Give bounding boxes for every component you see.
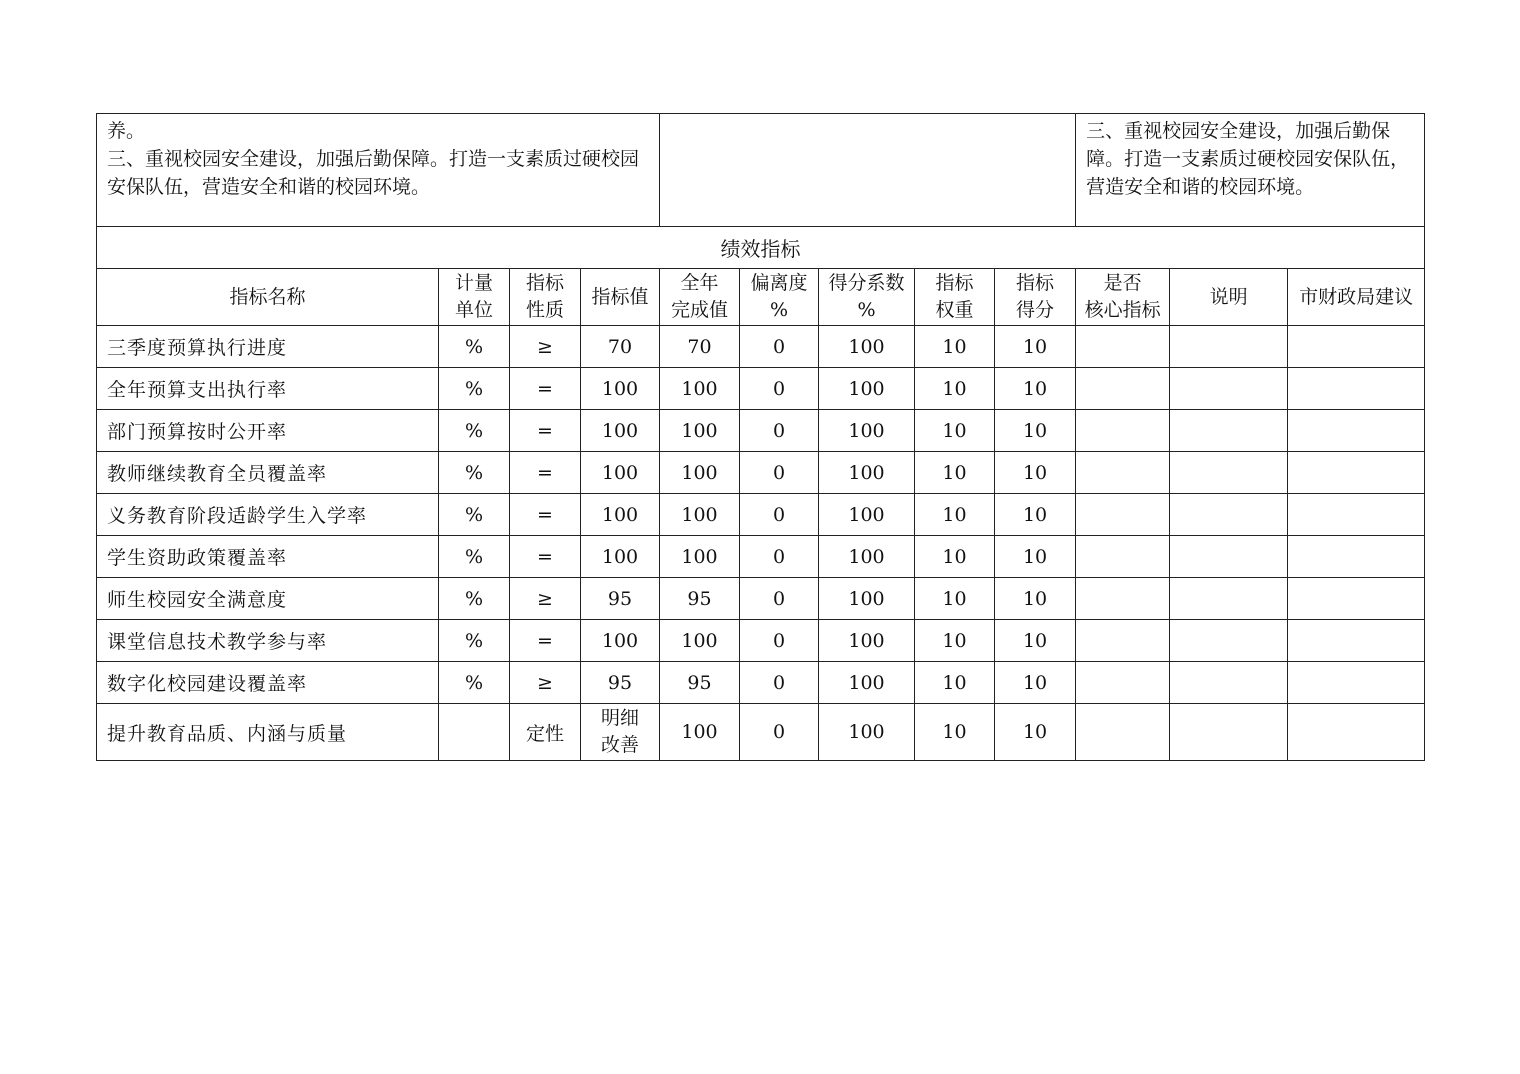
cell-note bbox=[1170, 704, 1288, 761]
cell-score: 10 bbox=[995, 536, 1076, 578]
cell-suggestion bbox=[1288, 326, 1425, 368]
cell-name: 课堂信息技术教学参与率 bbox=[97, 620, 439, 662]
cell-deviation: 0 bbox=[740, 494, 819, 536]
cell-nature: = bbox=[510, 452, 581, 494]
cell-coef: 100 bbox=[819, 326, 915, 368]
cell-core bbox=[1076, 704, 1170, 761]
cell-core bbox=[1076, 452, 1170, 494]
cell-deviation: 0 bbox=[740, 578, 819, 620]
cell-nature: ≥ bbox=[510, 578, 581, 620]
header-core-line1: 是否 bbox=[1103, 272, 1142, 294]
cell-core bbox=[1076, 578, 1170, 620]
cell-suggestion bbox=[1288, 704, 1425, 761]
header-note: 说明 bbox=[1170, 269, 1288, 326]
cell-score: 10 bbox=[995, 494, 1076, 536]
cell-weight: 10 bbox=[915, 620, 995, 662]
cell-name: 提升教育品质、内涵与质量 bbox=[97, 704, 439, 761]
cell-coef: 100 bbox=[819, 662, 915, 704]
cell-note bbox=[1170, 368, 1288, 410]
cell-value: 95 bbox=[581, 578, 660, 620]
cell-actual: 70 bbox=[660, 326, 740, 368]
cell-nature: 定性 bbox=[510, 704, 581, 761]
header-suggestion: 市财政局建议 bbox=[1288, 269, 1425, 326]
cell-unit: % bbox=[439, 410, 510, 452]
cell-coef: 100 bbox=[819, 410, 915, 452]
cell-note bbox=[1170, 326, 1288, 368]
cell-suggestion bbox=[1288, 368, 1425, 410]
cell-score: 10 bbox=[995, 368, 1076, 410]
cell-note bbox=[1170, 662, 1288, 704]
cell-nature: = bbox=[510, 368, 581, 410]
cell-suggestion bbox=[1288, 578, 1425, 620]
cell-value-line2: 改善 bbox=[601, 734, 640, 756]
cell-deviation: 0 bbox=[740, 368, 819, 410]
cell-name: 数字化校园建设覆盖率 bbox=[97, 662, 439, 704]
cell-score: 10 bbox=[995, 620, 1076, 662]
header-weight bbox=[915, 269, 995, 326]
cell-weight: 10 bbox=[915, 452, 995, 494]
table-row-qualitative bbox=[97, 704, 1425, 761]
performance-table bbox=[96, 113, 1425, 761]
cell-note bbox=[1170, 452, 1288, 494]
cell-weight: 10 bbox=[915, 494, 995, 536]
table-row bbox=[97, 662, 1425, 704]
cell-name: 三季度预算执行进度 bbox=[97, 326, 439, 368]
header-actual bbox=[660, 269, 740, 326]
cell-deviation: 0 bbox=[740, 326, 819, 368]
table-row bbox=[97, 410, 1425, 452]
cell-actual: 100 bbox=[660, 620, 740, 662]
cell-unit: % bbox=[439, 494, 510, 536]
cell-value: 70 bbox=[581, 326, 660, 368]
header-nature-line1: 指标 bbox=[525, 272, 564, 294]
table-row bbox=[97, 368, 1425, 410]
cell-unit: % bbox=[439, 368, 510, 410]
cell-nature: ≥ bbox=[510, 662, 581, 704]
cell-unit: % bbox=[439, 536, 510, 578]
goal-text-row bbox=[97, 114, 1425, 227]
cell-coef: 100 bbox=[819, 536, 915, 578]
cell-name: 义务教育阶段适龄学生入学率 bbox=[97, 494, 439, 536]
table-row bbox=[97, 620, 1425, 662]
table-row bbox=[97, 578, 1425, 620]
cell-weight: 10 bbox=[915, 662, 995, 704]
cell-suggestion bbox=[1288, 662, 1425, 704]
cell-actual: 100 bbox=[660, 368, 740, 410]
cell-suggestion bbox=[1288, 494, 1425, 536]
header-weight-line1: 指标 bbox=[935, 272, 974, 294]
header-deviation bbox=[740, 269, 819, 326]
goal-text-middle bbox=[660, 114, 1075, 117]
header-score-line2: 得分 bbox=[1016, 299, 1055, 321]
cell-coef: 100 bbox=[819, 368, 915, 410]
header-core bbox=[1076, 269, 1170, 326]
header-actual-line2: 完成值 bbox=[671, 299, 729, 321]
cell-suggestion bbox=[1288, 452, 1425, 494]
cell-score: 10 bbox=[995, 662, 1076, 704]
cell-value: 100 bbox=[581, 620, 660, 662]
header-deviation-line1: 偏离度 bbox=[750, 272, 808, 294]
cell-score: 10 bbox=[995, 578, 1076, 620]
header-deviation-line2: % bbox=[769, 299, 789, 321]
cell-score: 10 bbox=[995, 452, 1076, 494]
goal-text-right: 三、重视校园安全建设，加强后勤保障。打造一支素质过硬校园安保队伍，营造安全和谐的校园环境。 bbox=[1086, 120, 1410, 198]
cell-value: 100 bbox=[581, 536, 660, 578]
cell-actual: 100 bbox=[660, 410, 740, 452]
cell-deviation: 0 bbox=[740, 410, 819, 452]
header-nature-line2: 性质 bbox=[525, 299, 564, 321]
table-row bbox=[97, 452, 1425, 494]
cell-score: 10 bbox=[995, 410, 1076, 452]
cell-core bbox=[1076, 536, 1170, 578]
header-unit bbox=[439, 269, 510, 326]
header-coef-line2: % bbox=[857, 299, 876, 321]
cell-nature: = bbox=[510, 536, 581, 578]
cell-note bbox=[1170, 536, 1288, 578]
cell-actual: 100 bbox=[660, 494, 740, 536]
cell-actual: 95 bbox=[660, 662, 740, 704]
cell-deviation: 0 bbox=[740, 452, 819, 494]
cell-weight: 10 bbox=[915, 368, 995, 410]
header-unit-line1: 计量 bbox=[454, 272, 493, 294]
cell-deviation: 0 bbox=[740, 704, 819, 761]
goal-text-left-cell bbox=[97, 114, 660, 227]
cell-note bbox=[1170, 578, 1288, 620]
cell-nature: ≥ bbox=[510, 326, 581, 368]
table-row bbox=[97, 326, 1425, 368]
cell-core bbox=[1076, 326, 1170, 368]
table-header-row bbox=[97, 269, 1425, 326]
cell-coef: 100 bbox=[819, 578, 915, 620]
cell-name: 全年预算支出执行率 bbox=[97, 368, 439, 410]
cell-name: 师生校园安全满意度 bbox=[97, 578, 439, 620]
cell-coef: 100 bbox=[819, 704, 915, 761]
cell-score: 10 bbox=[995, 326, 1076, 368]
cell-suggestion bbox=[1288, 536, 1425, 578]
cell-core bbox=[1076, 662, 1170, 704]
cell-actual: 100 bbox=[660, 452, 740, 494]
table-row bbox=[97, 536, 1425, 578]
cell-name: 教师继续教育全员覆盖率 bbox=[97, 452, 439, 494]
cell-core bbox=[1076, 410, 1170, 452]
goal-text-left: 养。 三、重视校园安全建设，加强后勤保障。打造一支素质过硬校园安保队伍，营造安全和谐的校园环境。 bbox=[107, 120, 640, 198]
cell-deviation: 0 bbox=[740, 536, 819, 578]
cell-value-line1: 明细 bbox=[601, 707, 640, 729]
header-unit-line2: 单位 bbox=[454, 299, 493, 321]
cell-actual: 100 bbox=[660, 704, 740, 761]
cell-unit bbox=[439, 704, 510, 761]
goal-text-right-cell bbox=[1076, 114, 1425, 227]
cell-value: 100 bbox=[581, 452, 660, 494]
cell-value bbox=[581, 704, 660, 761]
cell-suggestion bbox=[1288, 620, 1425, 662]
cell-core bbox=[1076, 620, 1170, 662]
cell-core bbox=[1076, 368, 1170, 410]
cell-score: 10 bbox=[995, 704, 1076, 761]
cell-unit: % bbox=[439, 326, 510, 368]
cell-coef: 100 bbox=[819, 494, 915, 536]
cell-value: 100 bbox=[581, 368, 660, 410]
cell-value: 100 bbox=[581, 494, 660, 536]
cell-coef: 100 bbox=[819, 620, 915, 662]
cell-core bbox=[1076, 494, 1170, 536]
header-name: 指标名称 bbox=[97, 269, 439, 326]
header-actual-line1: 全年 bbox=[680, 272, 719, 294]
cell-unit: % bbox=[439, 620, 510, 662]
cell-unit: % bbox=[439, 578, 510, 620]
table-row bbox=[97, 494, 1425, 536]
header-core-line2: 核心指标 bbox=[1084, 299, 1161, 321]
header-coef-line1: 得分系数 bbox=[828, 272, 905, 294]
cell-name: 学生资助政策覆盖率 bbox=[97, 536, 439, 578]
header-score bbox=[995, 269, 1076, 326]
section-title: 绩效指标 bbox=[97, 227, 1425, 269]
cell-weight: 10 bbox=[915, 536, 995, 578]
header-weight-line2: 权重 bbox=[935, 299, 974, 321]
goal-text-middle-cell bbox=[660, 114, 1076, 227]
cell-nature: = bbox=[510, 494, 581, 536]
cell-actual: 100 bbox=[660, 536, 740, 578]
cell-note bbox=[1170, 410, 1288, 452]
cell-note bbox=[1170, 494, 1288, 536]
cell-weight: 10 bbox=[915, 704, 995, 761]
header-score-line1: 指标 bbox=[1016, 272, 1055, 294]
cell-deviation: 0 bbox=[740, 620, 819, 662]
cell-deviation: 0 bbox=[740, 662, 819, 704]
cell-unit: % bbox=[439, 452, 510, 494]
cell-suggestion bbox=[1288, 410, 1425, 452]
cell-value: 100 bbox=[581, 410, 660, 452]
cell-actual: 95 bbox=[660, 578, 740, 620]
cell-value: 95 bbox=[581, 662, 660, 704]
cell-note bbox=[1170, 620, 1288, 662]
header-nature bbox=[510, 269, 581, 326]
cell-weight: 10 bbox=[915, 578, 995, 620]
cell-coef: 100 bbox=[819, 452, 915, 494]
section-title-row bbox=[97, 227, 1425, 269]
cell-unit: % bbox=[439, 662, 510, 704]
cell-weight: 10 bbox=[915, 410, 995, 452]
header-value: 指标值 bbox=[581, 269, 660, 326]
header-coef bbox=[819, 269, 915, 326]
cell-weight: 10 bbox=[915, 326, 995, 368]
cell-nature: = bbox=[510, 620, 581, 662]
cell-nature: = bbox=[510, 410, 581, 452]
cell-name: 部门预算按时公开率 bbox=[97, 410, 439, 452]
document-page bbox=[96, 113, 1424, 761]
